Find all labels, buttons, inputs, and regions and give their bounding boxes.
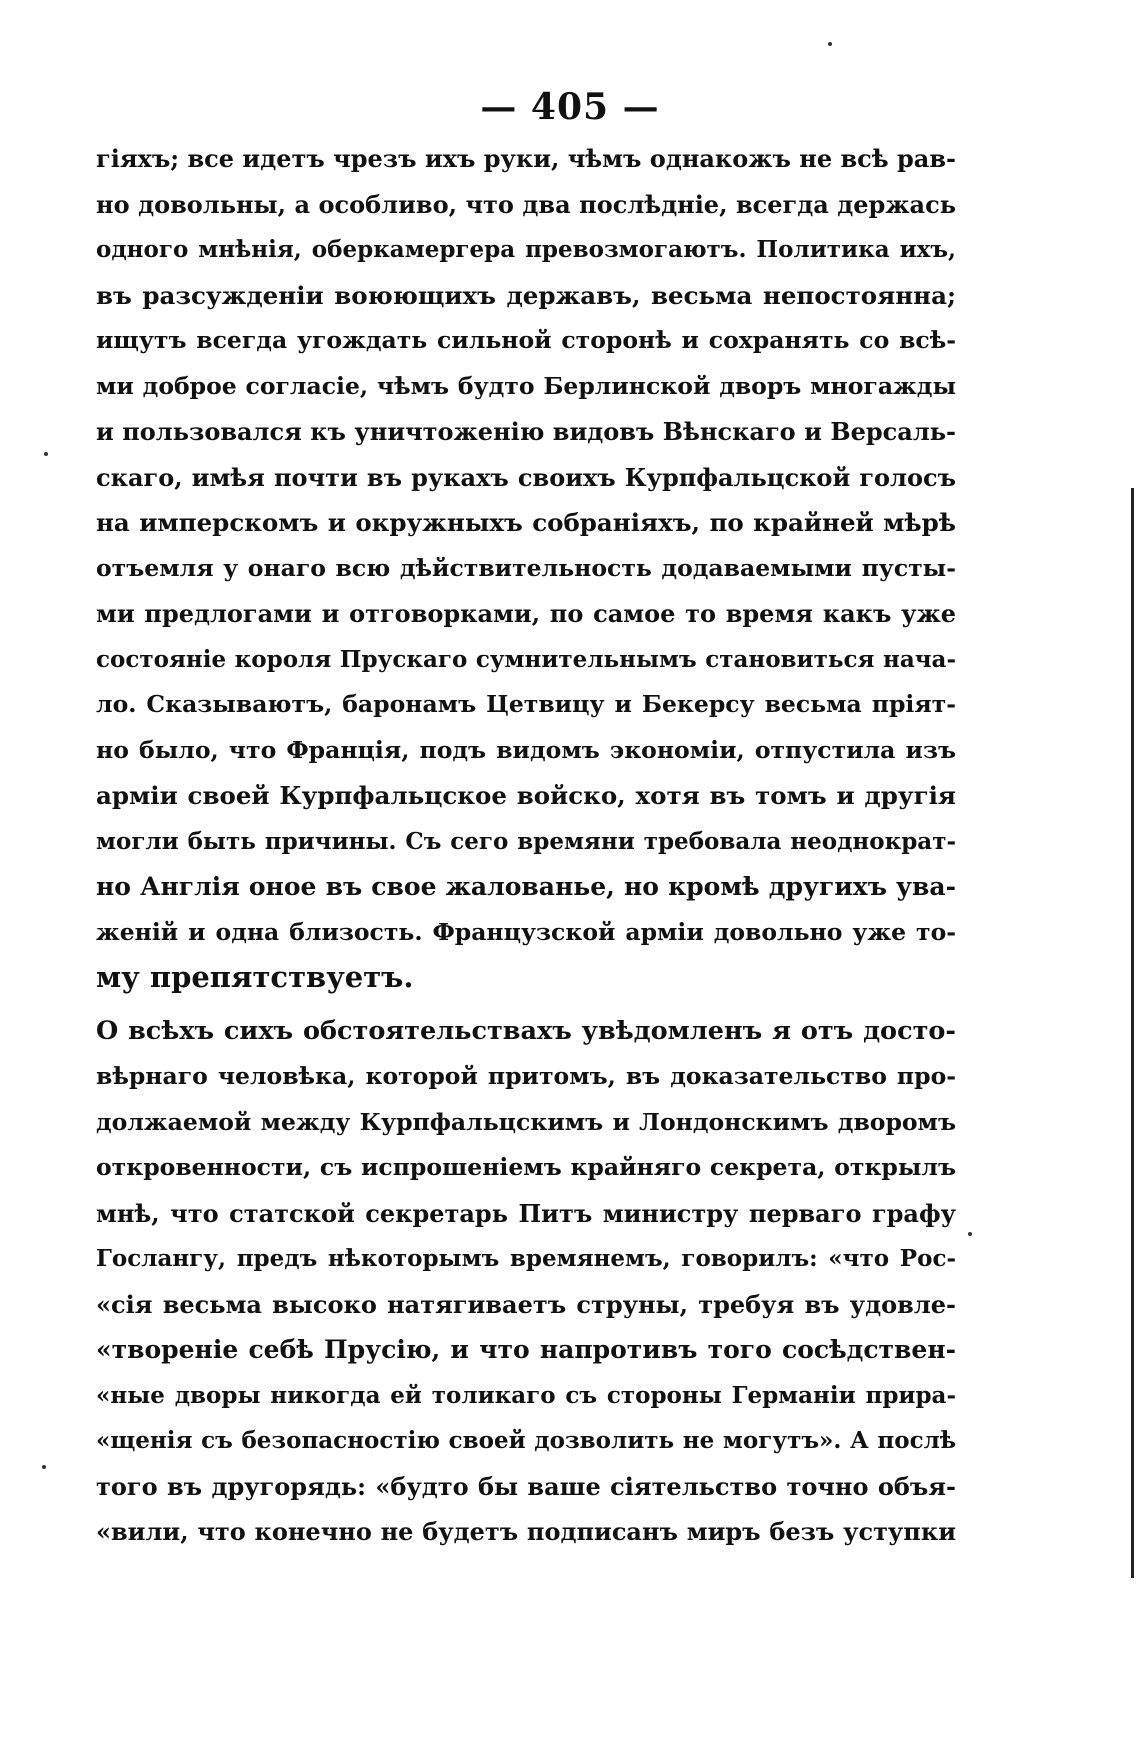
text-line: мнѣ, что статской секретарь Питъ министру перваго графу [96, 1198, 956, 1228]
text-line: могли быть причины. Съ сего времяни требовала неоднократ- [96, 827, 956, 855]
text-line: армiи своей Курпфальцское войско, хотя въ томъ и другiя [96, 781, 956, 810]
text-line: «щенiя съ безопасностiю своей дозволить не могутъ». А послѣ [96, 1427, 956, 1454]
paragraph-2 [96, 1009, 956, 1555]
text-line: ло. Сказываютъ, баронамъ Цетвицу и Бекерсу весьма прiят- [96, 690, 956, 718]
scan-speck [44, 452, 48, 456]
text-line: женiй и одна близость. Французской армiи довольно уже то- [96, 917, 956, 946]
scan-speck [42, 1465, 46, 1469]
body-text [96, 136, 956, 1555]
page-number: — 405 — [480, 86, 660, 128]
text-line: «сiя весьма высоко натягиваетъ струны, требуя въ удовле- [96, 1289, 956, 1319]
text-line: ми доброе согласiе, чѣмъ будто Берлинской дворъ многажды [96, 371, 956, 400]
text-line: «ные дворы никогда ей толикаго съ стороны Германiи прира- [96, 1381, 956, 1409]
text-line: на имперскомъ и окружныхъ собранiяхъ, по крайней мѣрѣ [96, 508, 956, 537]
text-line: О всѣхъ сихъ обстоятельствахъ увѣдомленъ я отъ досто- [96, 1015, 956, 1046]
text-line: Гослангу, предъ нѣкоторымъ времянемъ, говорилъ: «что Рос- [96, 1245, 956, 1272]
text-line: должаемой между Курпфальцскимъ и Лондонскимъ дворомъ [96, 1107, 956, 1136]
text-line: «вили, что конечно не будетъ подписанъ миръ безъ уступки [96, 1517, 956, 1546]
text-line: гiяхъ; все идетъ чрезъ ихъ руки, чѣмъ однакожъ не всѣ рав- [96, 144, 956, 173]
text-line: ищутъ всегда угождать сильной сторонѣ и сохранять со всѣ- [96, 326, 956, 354]
text-line: ми предлогами и отговорками, по самое то время какъ уже [96, 599, 956, 628]
text-line: одного мнѣнiя, оберкамергера превозмогаютъ. Политика ихъ, [96, 236, 956, 263]
paragraph-gap [96, 1001, 956, 1009]
scan-speck [828, 42, 832, 46]
text-line: состоянiе короля Прускаго сумнительнымъ становиться нача- [96, 645, 956, 673]
text-line: но было, что Францiя, подъ видомъ экономiи, отпустила изъ [96, 735, 956, 764]
text-line: но довольны, а особливо, что два послѣднiе, всегда держась [96, 189, 956, 219]
text-line: му препятствуетъ. [96, 960, 414, 994]
text-line: «творенiе себѣ Прусiю, и что напротивъ того сосѣдствен- [96, 1335, 956, 1364]
paragraph-1 [96, 136, 956, 1001]
text-line: вѣрнаго человѣка, которой притомъ, въ доказательство про- [96, 1062, 956, 1090]
text-line: въ разсужденiи воюющихъ державъ, весьма непостоянна; [96, 280, 956, 310]
text-line: но Англiя оное въ свое жалованье, но кромѣ другихъ ува- [96, 872, 956, 901]
text-line: отъемля у онаго всю дѣйствительность додаваемыми пусты- [96, 553, 956, 582]
text-line: откровенности, съ испрошенiемъ крайняго секрета, открылъ [96, 1153, 956, 1181]
text-line: того въ другорядь: «будто бы ваше сiятельство точно объя- [96, 1471, 956, 1501]
text-line: и пользовался къ уничтоженiю видовъ Вѣнскаго и Версаль- [96, 417, 956, 446]
text-line: скаго, имѣя почти въ рукахъ своихъ Курпфальцской голосъ [96, 462, 956, 492]
scan-speck [968, 1232, 972, 1236]
scan-edge-line [1131, 488, 1134, 1578]
